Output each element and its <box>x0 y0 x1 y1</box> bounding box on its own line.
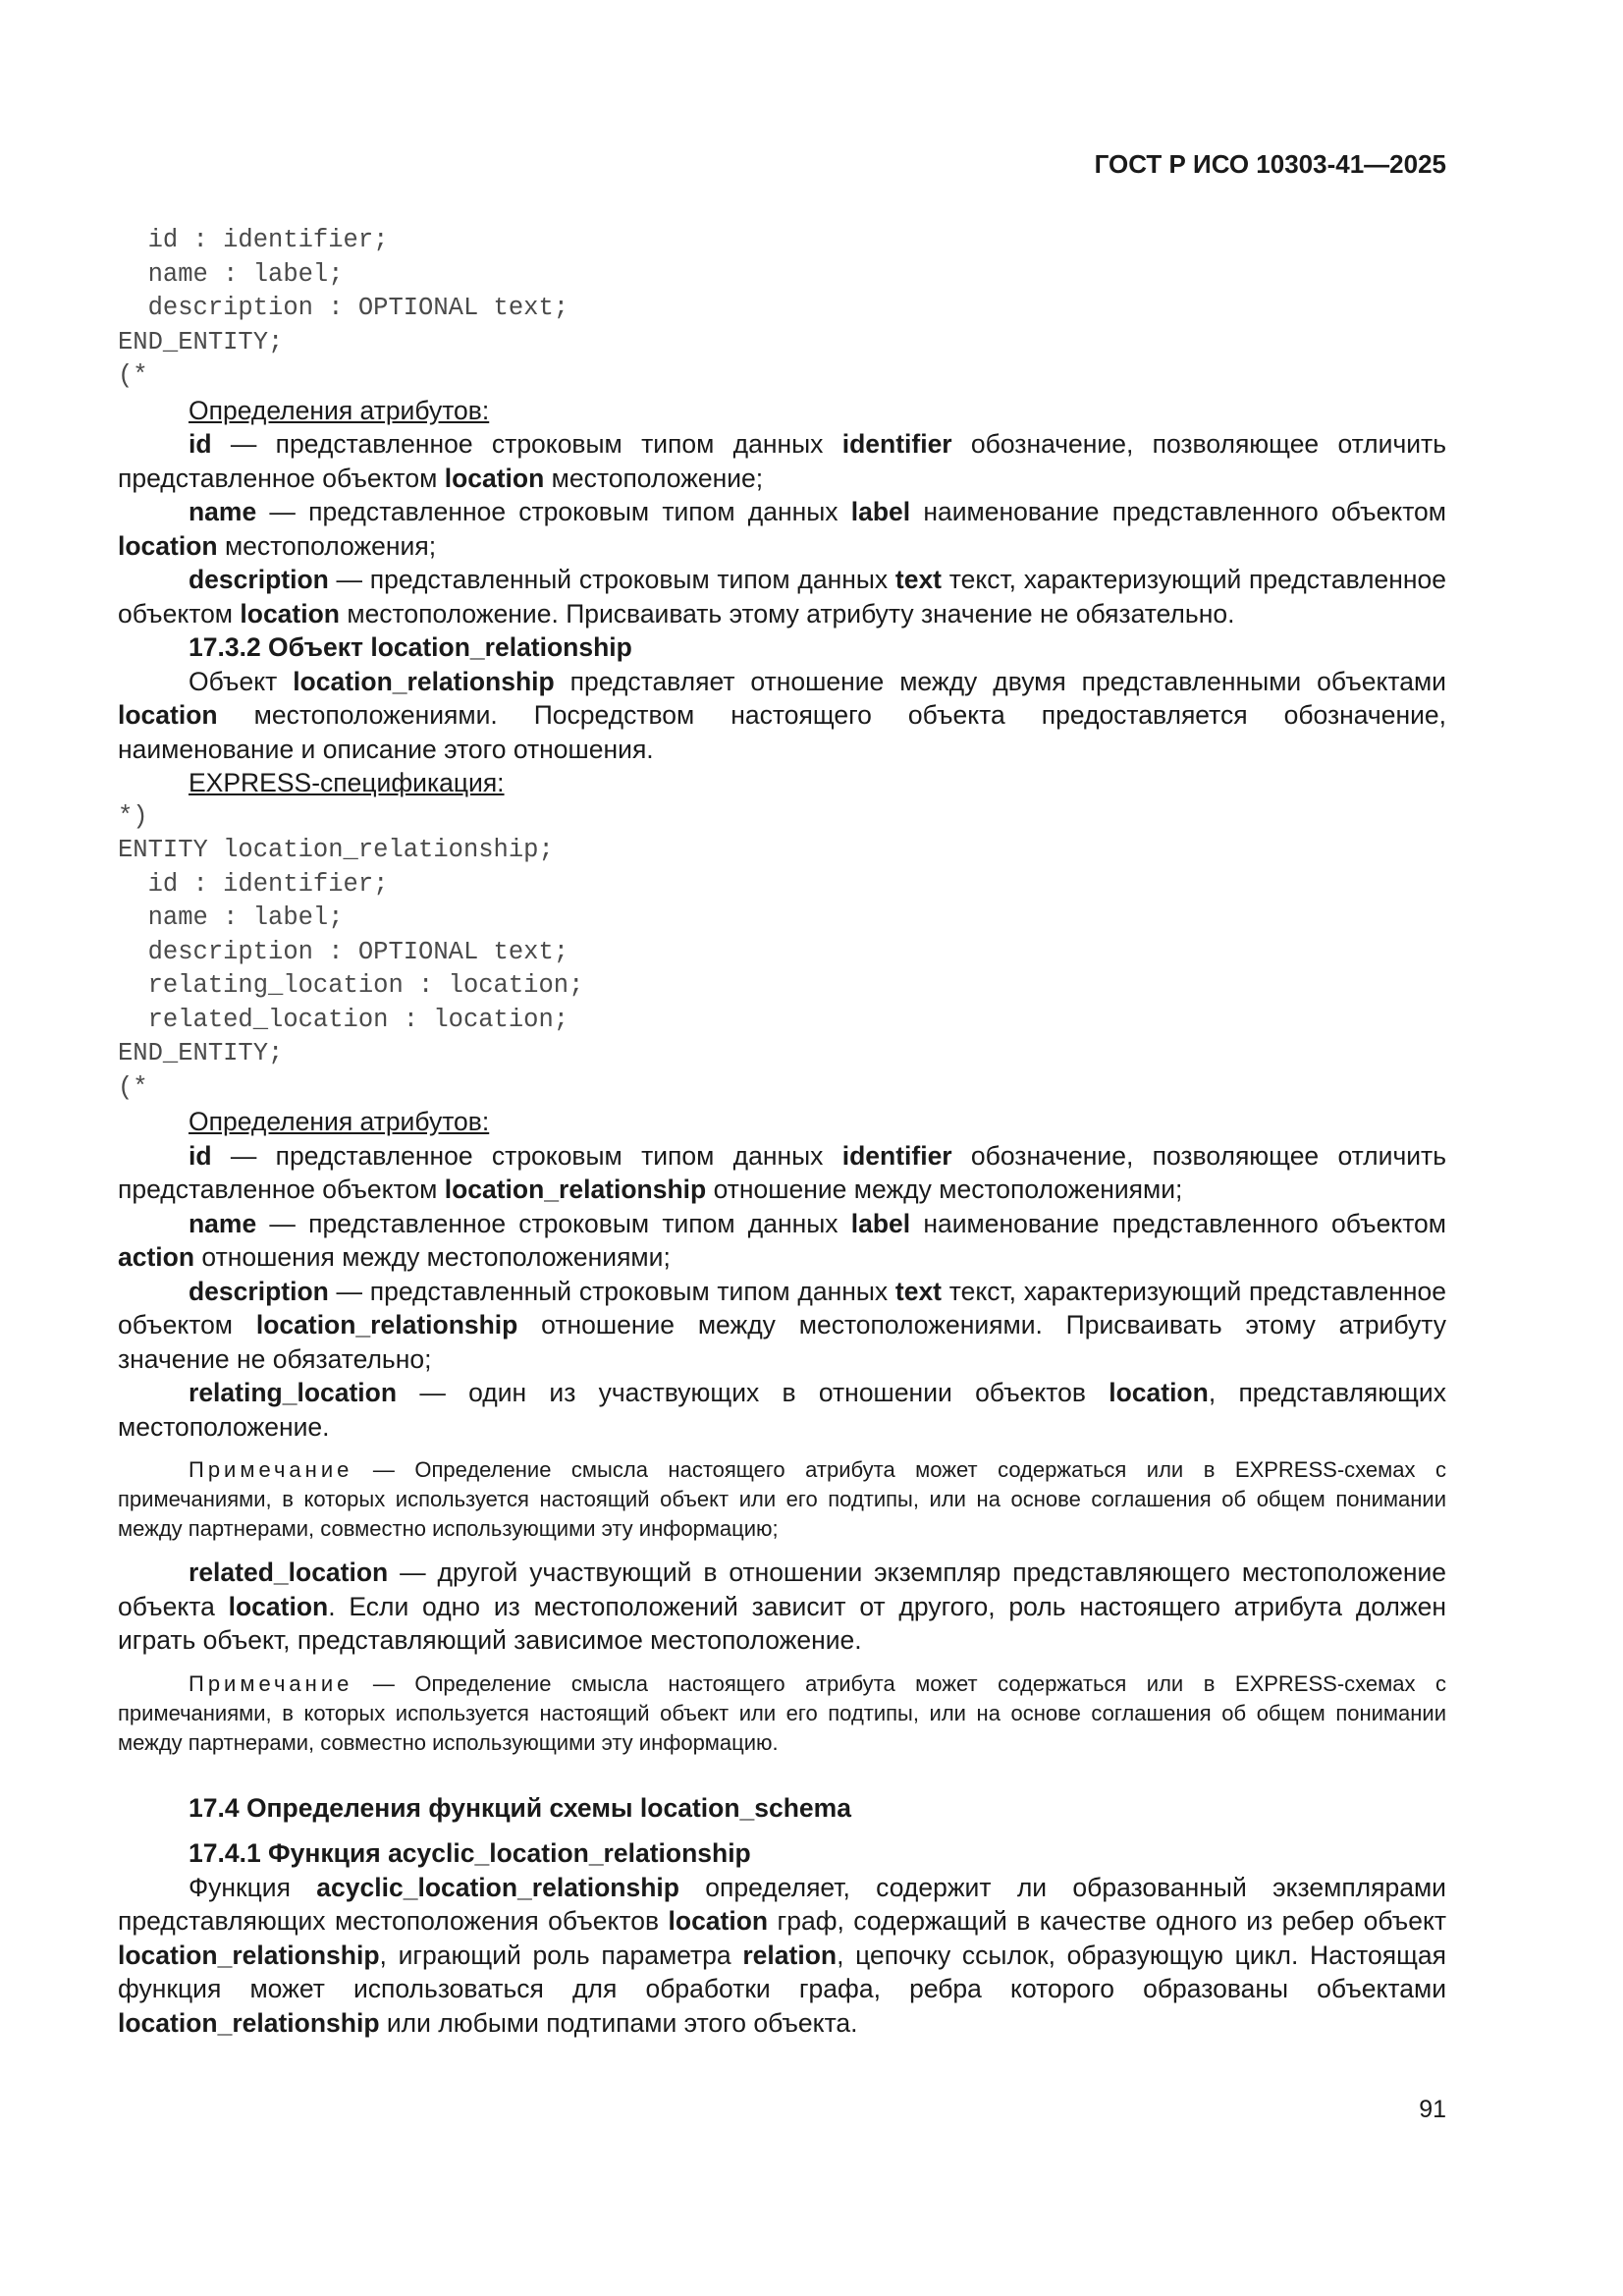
section-heading-17-4: 17.4 Определения функций схемы location_schema <box>189 1792 851 1823</box>
code-line: description : OPTIONAL text; <box>118 294 569 322</box>
express-spec-heading: EXPRESS-спецификация: <box>189 768 505 797</box>
code-line: name : label; <box>118 259 344 289</box>
attribute-definitions-heading-2: Определения атрибутов: <box>189 1107 490 1136</box>
rel-attr-description-definition: description — представленный строковым типом данных text текст, характеризующий представленное объектом location_relationship отношение между местоположениями. Присваивать этому атрибуту значение не обязательно; <box>118 1276 1446 1374</box>
note-1: Примечание — Определение смысла настоящего атрибута может содержаться или в EXPRESS-схемах с примечаниями, в которых используется настоящий объект или его подтипы, или на основе соглашения об общем понимании между партнерами, совместно использующими эту информацию; <box>118 1457 1446 1541</box>
page-number: 91 <box>1419 2096 1446 2123</box>
section-heading-17-4-1: 17.4.1 Функция acyclic_location_relationship <box>189 1838 751 1868</box>
express-code-block-2 <box>118 800 1446 1106</box>
code-line: name : label; <box>118 903 344 932</box>
function-description: Функция acyclic_location_relationship определяет, содержит ли образованный экземплярами представляющих местоположения объектов location граф, содержащий в качестве одного из ребер объект location_relationship, играющий роль параметра relation, цепочку ссылок, образующую цикл. Настоящая функция может использоваться для обработки графа, ребра которого образованы объектами location_relationship или любыми подтипами этого объекта. <box>118 1872 1447 2038</box>
rel-attr-relating-location-definition: relating_location — один из участвующих в отношении объектов location, представляющих местоположение. <box>118 1378 1446 1442</box>
rel-attr-related-location-definition: related_location — другой участвующий в отношении экземпляр представляющего местоположение объекта location. Если одно из местоположений зависит от другого, роль настоящего атрибута должен играть объект, представляющий зависимое местоположение. <box>118 1558 1446 1655</box>
section-heading-17-3-2: 17.3.2 Объект location_relationship <box>189 632 632 662</box>
code-line: description : OPTIONAL text; <box>118 937 569 966</box>
rel-attr-name-definition: name — представленное строковым типом данных label наименование представленного объектом action отношения между местоположениями; <box>118 1208 1446 1272</box>
page-content <box>118 224 1446 2040</box>
code-line: id : identifier; <box>118 226 389 254</box>
express-code-block-1 <box>118 224 1446 394</box>
code-line: *) <box>118 801 148 831</box>
attr-id-definition: id — представленное строковым типом данных identifier обозначение, позволяющее отличить представленное объектом location местоположение; <box>118 429 1446 493</box>
note-label: Примечание <box>189 1457 353 1482</box>
document-header: ГОСТ Р ИСО 10303-41—2025 <box>1094 149 1446 179</box>
code-line: END_ENTITY; <box>118 327 284 356</box>
note-label: Примечание <box>189 1670 353 1696</box>
attr-name-definition: name — представленное строковым типом данных label наименование представленного объектом location местоположения; <box>118 497 1446 561</box>
code-line: END_ENTITY; <box>118 1039 284 1067</box>
code-line: related_location : location; <box>118 1005 569 1034</box>
code-line: (* <box>118 361 148 390</box>
code-line: relating_location : location; <box>118 971 584 1000</box>
code-line: id : identifier; <box>118 869 389 899</box>
attribute-definitions-heading-1: Определения атрибутов: <box>189 395 490 425</box>
attr-description-definition: description — представленный строковым типом данных text текст, характеризующий представленное объектом location местоположение. Присваивать этому атрибуту значение не обязательно. <box>118 565 1446 629</box>
note-2: Примечание — Определение смысла настоящего атрибута может содержаться или в EXPRESS-схемах с примечаниями, в которых используется настоящий объект или его подтипы, или на основе соглашения об общем понимании между партнерами, совместно использующими эту информацию. <box>118 1670 1446 1755</box>
rel-attr-id-definition: id — представленное строковым типом данных identifier обозначение, позволяющее отличить представленное объектом location_relationship отношение между местоположениями; <box>118 1140 1446 1204</box>
code-line: ENTITY location_relationship; <box>118 836 554 864</box>
object-description: Объект location_relationship представляет отношение между двумя представленными объектами location местоположениями. Посредством настоящего объекта предоставляется обозначение, наименование и описание этого отношения. <box>118 666 1446 764</box>
code-line: (* <box>118 1072 148 1102</box>
